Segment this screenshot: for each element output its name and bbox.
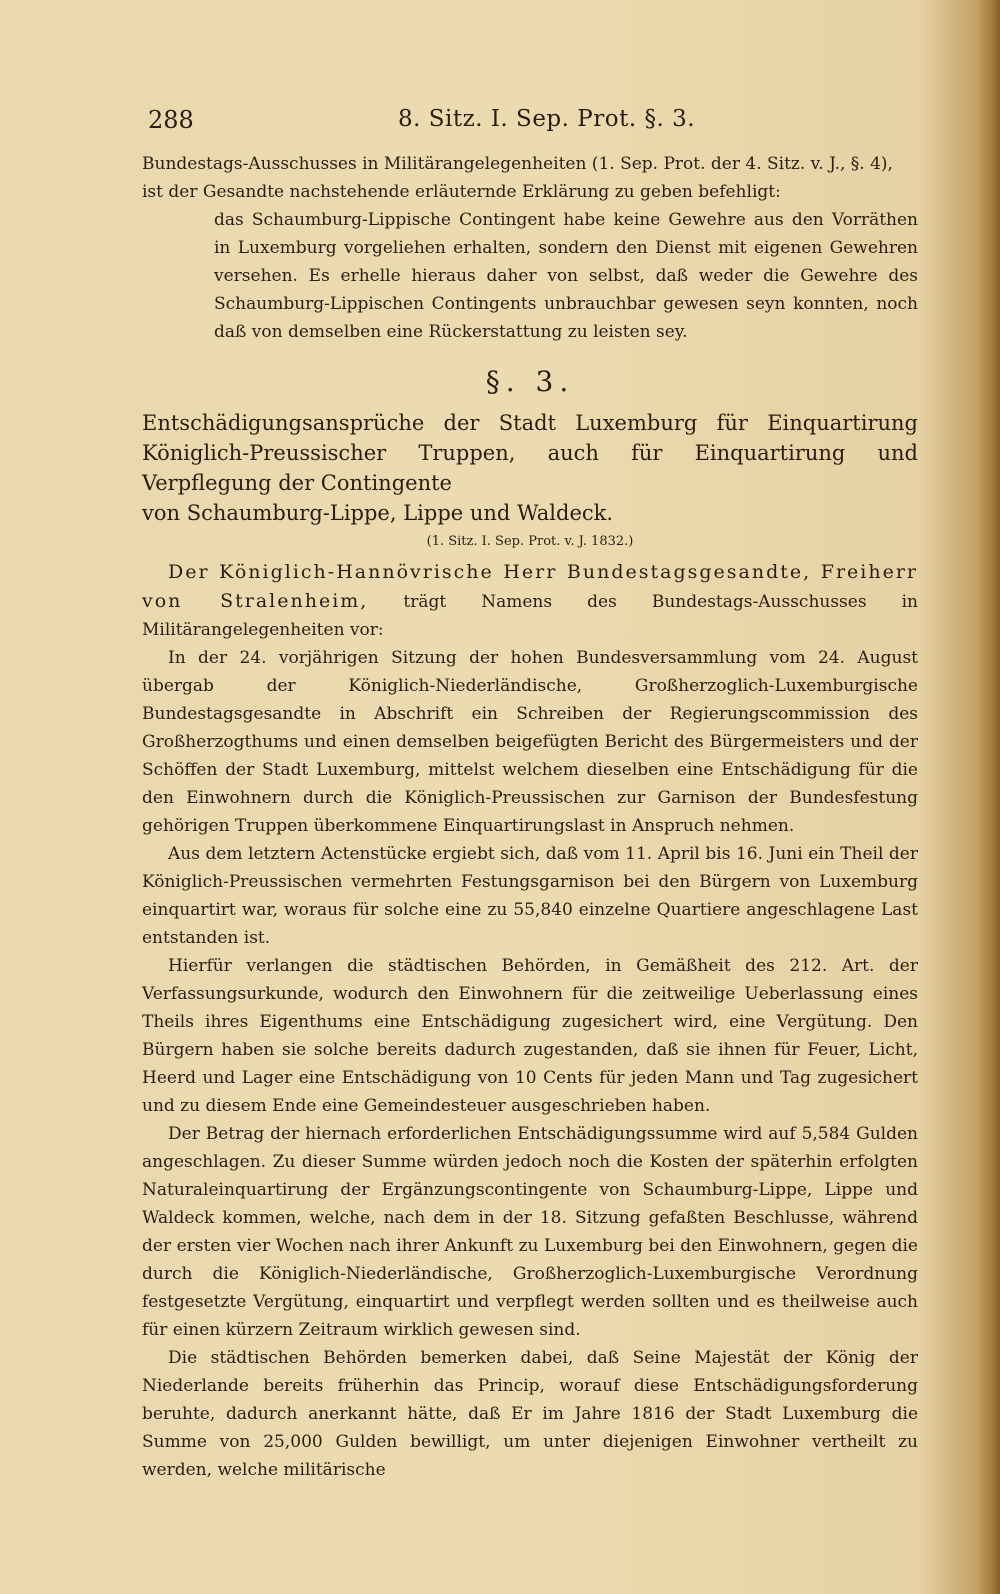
intro-quote: das Schaumburg-Lippische Contingent habe keine Gewehre aus den Vorräthen in Luxemburg vorgeliehen erhalten, sondern den Dienst mit eigenen Gewehren versehen. Es erhelle hieraus daher von selbst, daß weder die Gewehre des Schaumburg-Lippischen Contingents unbrauchbar gewesen seyn konnten, noch daß von demselben eine Rückerstattung zu leisten sey. — [214, 210, 918, 342]
intro-line-1: Bundestags-Ausschusses in Militärangelegenheiten (1. Sep. Prot. der 4. Sitz. v. J., §. 4), — [142, 154, 893, 174]
section-title — [142, 408, 918, 528]
running-head: 8. Sitz. I. Sep. Prot. §. 3. — [398, 106, 696, 132]
page-number: 288 — [148, 106, 194, 134]
paragraph-4: Der Betrag der hiernach erforderlichen Entschädigungssumme wird auf 5,584 Gulden angeschlagen. Zu dieser Summe würden jedoch noch die Kosten der späterhin erfolgten Naturaleinquartirung der Ergänzungscontingente von Schaumburg-Lippe, Lippe und Waldeck kommen, welche, nach dem in der 18. Sitzung gefaßten Beschlusse, während der ersten vier Wochen nach ihrer Ankunft zu Luxemburg bei den Einwohnern, gegen die durch die Königlich-Niederländische, Großherzoglich-Luxemburgische Verordnung festgesetzte Vergütung, einquartirt und verpflegt werden sollten und es theilweise auch für einen kürzern Zeitraum wirklich gewesen sind. — [142, 1124, 918, 1340]
paragraph-5: Die städtischen Behörden bemerken dabei, daß Seine Majestät der König der Niederlande bereits früherhin das Princip, worauf diese Entschädigungsforderung beruhte, dadurch anerkannt hätte, daß Er im Jahre 1816 der Stadt Luxemburg die Summe von 25,000 Gulden bewilligt, um unter diejenigen Einwohner vertheilt zu werden, welche militärische — [142, 1348, 918, 1480]
paragraph-3: Hierfür verlangen die städtischen Behörden, in Gemäßheit des 212. Art. der Verfassungsurkunde, wodurch den Einwohnern für die zeitweilige Ueberlassung eines Theils ihres Eigenthums eine Entschädigung zugesichert wird, eine Vergütung. Den Bürgern haben sie solche bereits dadurch zugestanden, daß sie ihnen für Feuer, Licht, Heerd und Lager eine Entschädigung von 10 Cents für jeden Mann und Tag zugesichert und zu diesem Ende eine Gemeindesteuer ausgeschrieben haben. — [142, 956, 918, 1116]
page-body — [142, 150, 918, 1484]
section-mark: §. 3. — [485, 365, 575, 398]
page-edge-shadow — [978, 0, 1000, 1594]
paragraph-1: In der 24. vorjährigen Sitzung der hohen Bundesversammlung vom 24. August übergab der Königlich-Niederländische, Großherzoglich-Luxemburgische Bundestagsgesandte in Abschrift ein Schreiben der Regierungscommission des Großherzogthums und einen demselben beigefügten Bericht des Bürgermeisters und der Schöffen der Stadt Luxemburg, mittelst welchem dieselben eine Entschädigung für die den Einwohnern durch die Königlich-Preussischen zur Garnison der Bundesfestung gehörigen Truppen überkommene Einquartirungslast in Anspruch nehmen. — [142, 648, 918, 836]
page-header — [148, 104, 908, 140]
lead-speaker: Der Königlich-Hannövrische Herr Bundestagsgesandte, Freiherr von Stralenheim, — [142, 561, 918, 612]
section-title-main: Entschädigungsansprüche der Stadt Luxemburg für Einquartirung Königlich-Preussischer Truppen, auch für Einquartirung und Verpflegung der Contingente — [142, 411, 918, 495]
section-title-last-line: von Schaumburg-Lippe, Lippe und Waldeck. — [142, 501, 614, 525]
paragraph-2: Aus dem letztern Actenstücke ergiebt sich, daß vom 11. April bis 16. Juni ein Theil der Königlich-Preussischen vermehrten Festungsgarnison bei den Bürgern von Luxemburg einquartirt war, woraus für solche eine zu 55,840 einzelne Quartiere angeschlagene Last entstanden ist. — [142, 844, 918, 948]
section-reference: (1. Sitz. I. Sep. Prot. v. J. 1832.) — [426, 534, 634, 549]
lead-paragraph — [142, 558, 918, 644]
lead-rest: trägt Namens des Bundestags-Ausschusses in Militärangelegenheiten vor: — [142, 592, 919, 640]
intro-line-2: ist der Gesandte nachstehende erläuternde Erklärung zu geben befehligt: — [142, 182, 781, 202]
